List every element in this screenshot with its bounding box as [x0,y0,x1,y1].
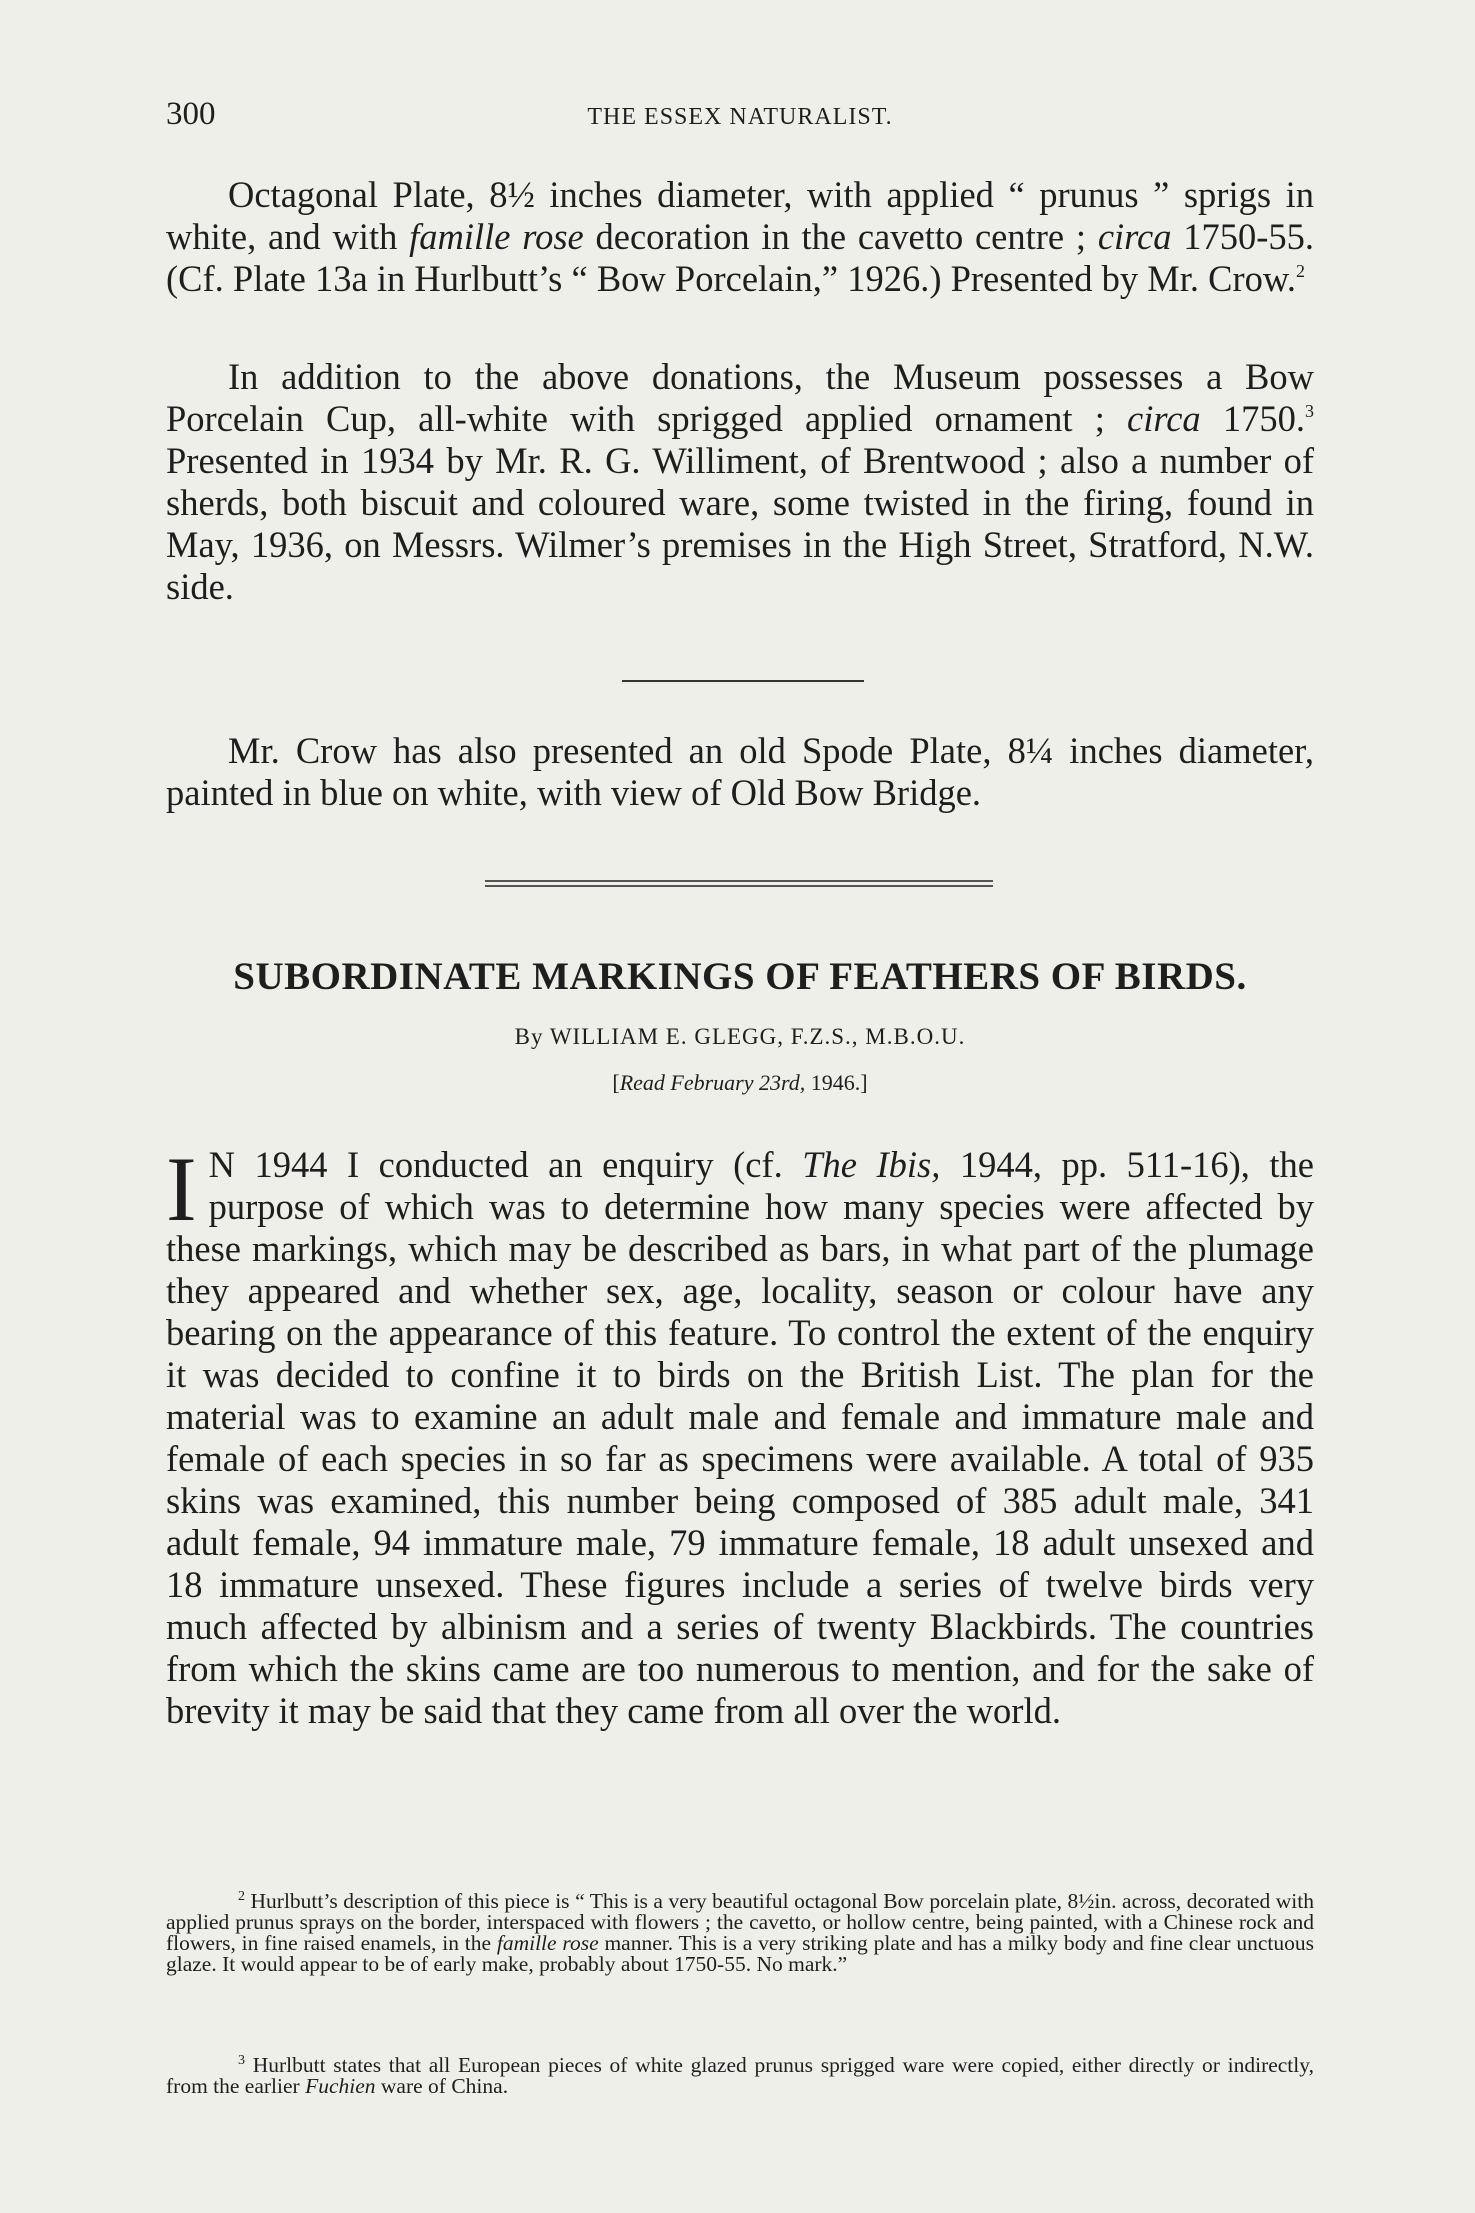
footnote-ref-2: 2 [1295,261,1305,281]
page-number: 300 [166,96,216,132]
section-divider [622,680,864,682]
journal-title: THE ESSEX NATURALIST. [587,104,893,130]
article-body: I N 1944 I conducted an enquiry (cf. The Ibis, 1944, pp. 511-16), the purpose of which was to determine how many species were affected by these markings, which may be described as bars, in what part of the plumage they appeared and whether sex, age, locality, season or colour have any bearing on the appearance of this feature. To control the extent of the enquiry it was decided to confine it to birds on the British List. The plan for the material was to examine an adult male and female and immature male and female of each species in so far as specimens were available. A total of 935 skins was examined, this number being composed of 385 adult male, 341 adult female, 94 immature male, 79 immature female, 18 adult unsexed and 18 immature unsexed. These figures include a series of twelve birds very much affected by albinism and a series of twenty Blackbirds. The countries from which the skins came are too numerous to mention, and for the sake of brevity it may be said that they came from all over the world. [166,1138,1315,1731]
footnote-ref-3: 3 [1305,401,1314,421]
article-divider [485,880,993,887]
footnote-2: $^2$ Hurlbutt’s description of this piece is “ This is a very beautiful octagonal Bow porcelain plate, 8½in. across, decorated with applied prunus sprays on the border, interspaced with flowers ; the cavetto, or hollow centre, being painted, with a Chinese rock and flowers, in fine raised enamels, in the famille rose manner. This is a very striking plate and has a milky body and fine clear unctuous glaze. It would appear to be of early make, probably about 1750-55. No mark.” [166,1889,1314,1976]
paragraph-spode-plate: Mr. Crow has also presented an old Spode Plate, 8¼ inches diameter, painted in blue on white, with view of Old Bow Bridge. [166,730,1314,813]
footnote-3: $^3$ Hurlbutt states that all European pieces of white glazed prunus sprigged ware were copied, either directly or indirectly, from the earlier Fuchien ware of China. [166,2053,1314,2098]
read-date: [Read February 23rd, 1946.] [612,1070,868,1095]
drop-cap: I [166,1138,197,1240]
running-header [166,96,1314,146]
paragraph-octagonal-plate: Octagonal Plate, 8½ inches diameter, with applied “ prunus ” sprigs in white, and with famille rose decoration in the cavetto centre ; circa 1750-55. (Cf. Plate 13a in Hurlbutt’s “ Bow Porcelain,” 1926.) Presented by Mr. Crow.$^2$ [166,174,1315,299]
article-title: SUBORDINATE MARKINGS OF FEATHERS OF BIRDS. [233,955,1247,998]
article-byline: By WILLIAM E. GLEGG, F.Z.S., M.B.O.U. [514,1024,966,1049]
paragraph-donations: In addition to the above donations, the Museum possesses a Bow Porcelain Cup, all-white with sprigged applied ornament ; circa 1750.$^3$ Presented in 1934 by Mr. R. G. Williment, of Brentwood ; also a number of sherds, both biscuit and coloured ware, some twisted in the firing, found in May, 1936, on Messrs. Wilmer’s premises in the High Street, Stratford, N.W. side. [166,356,1314,607]
